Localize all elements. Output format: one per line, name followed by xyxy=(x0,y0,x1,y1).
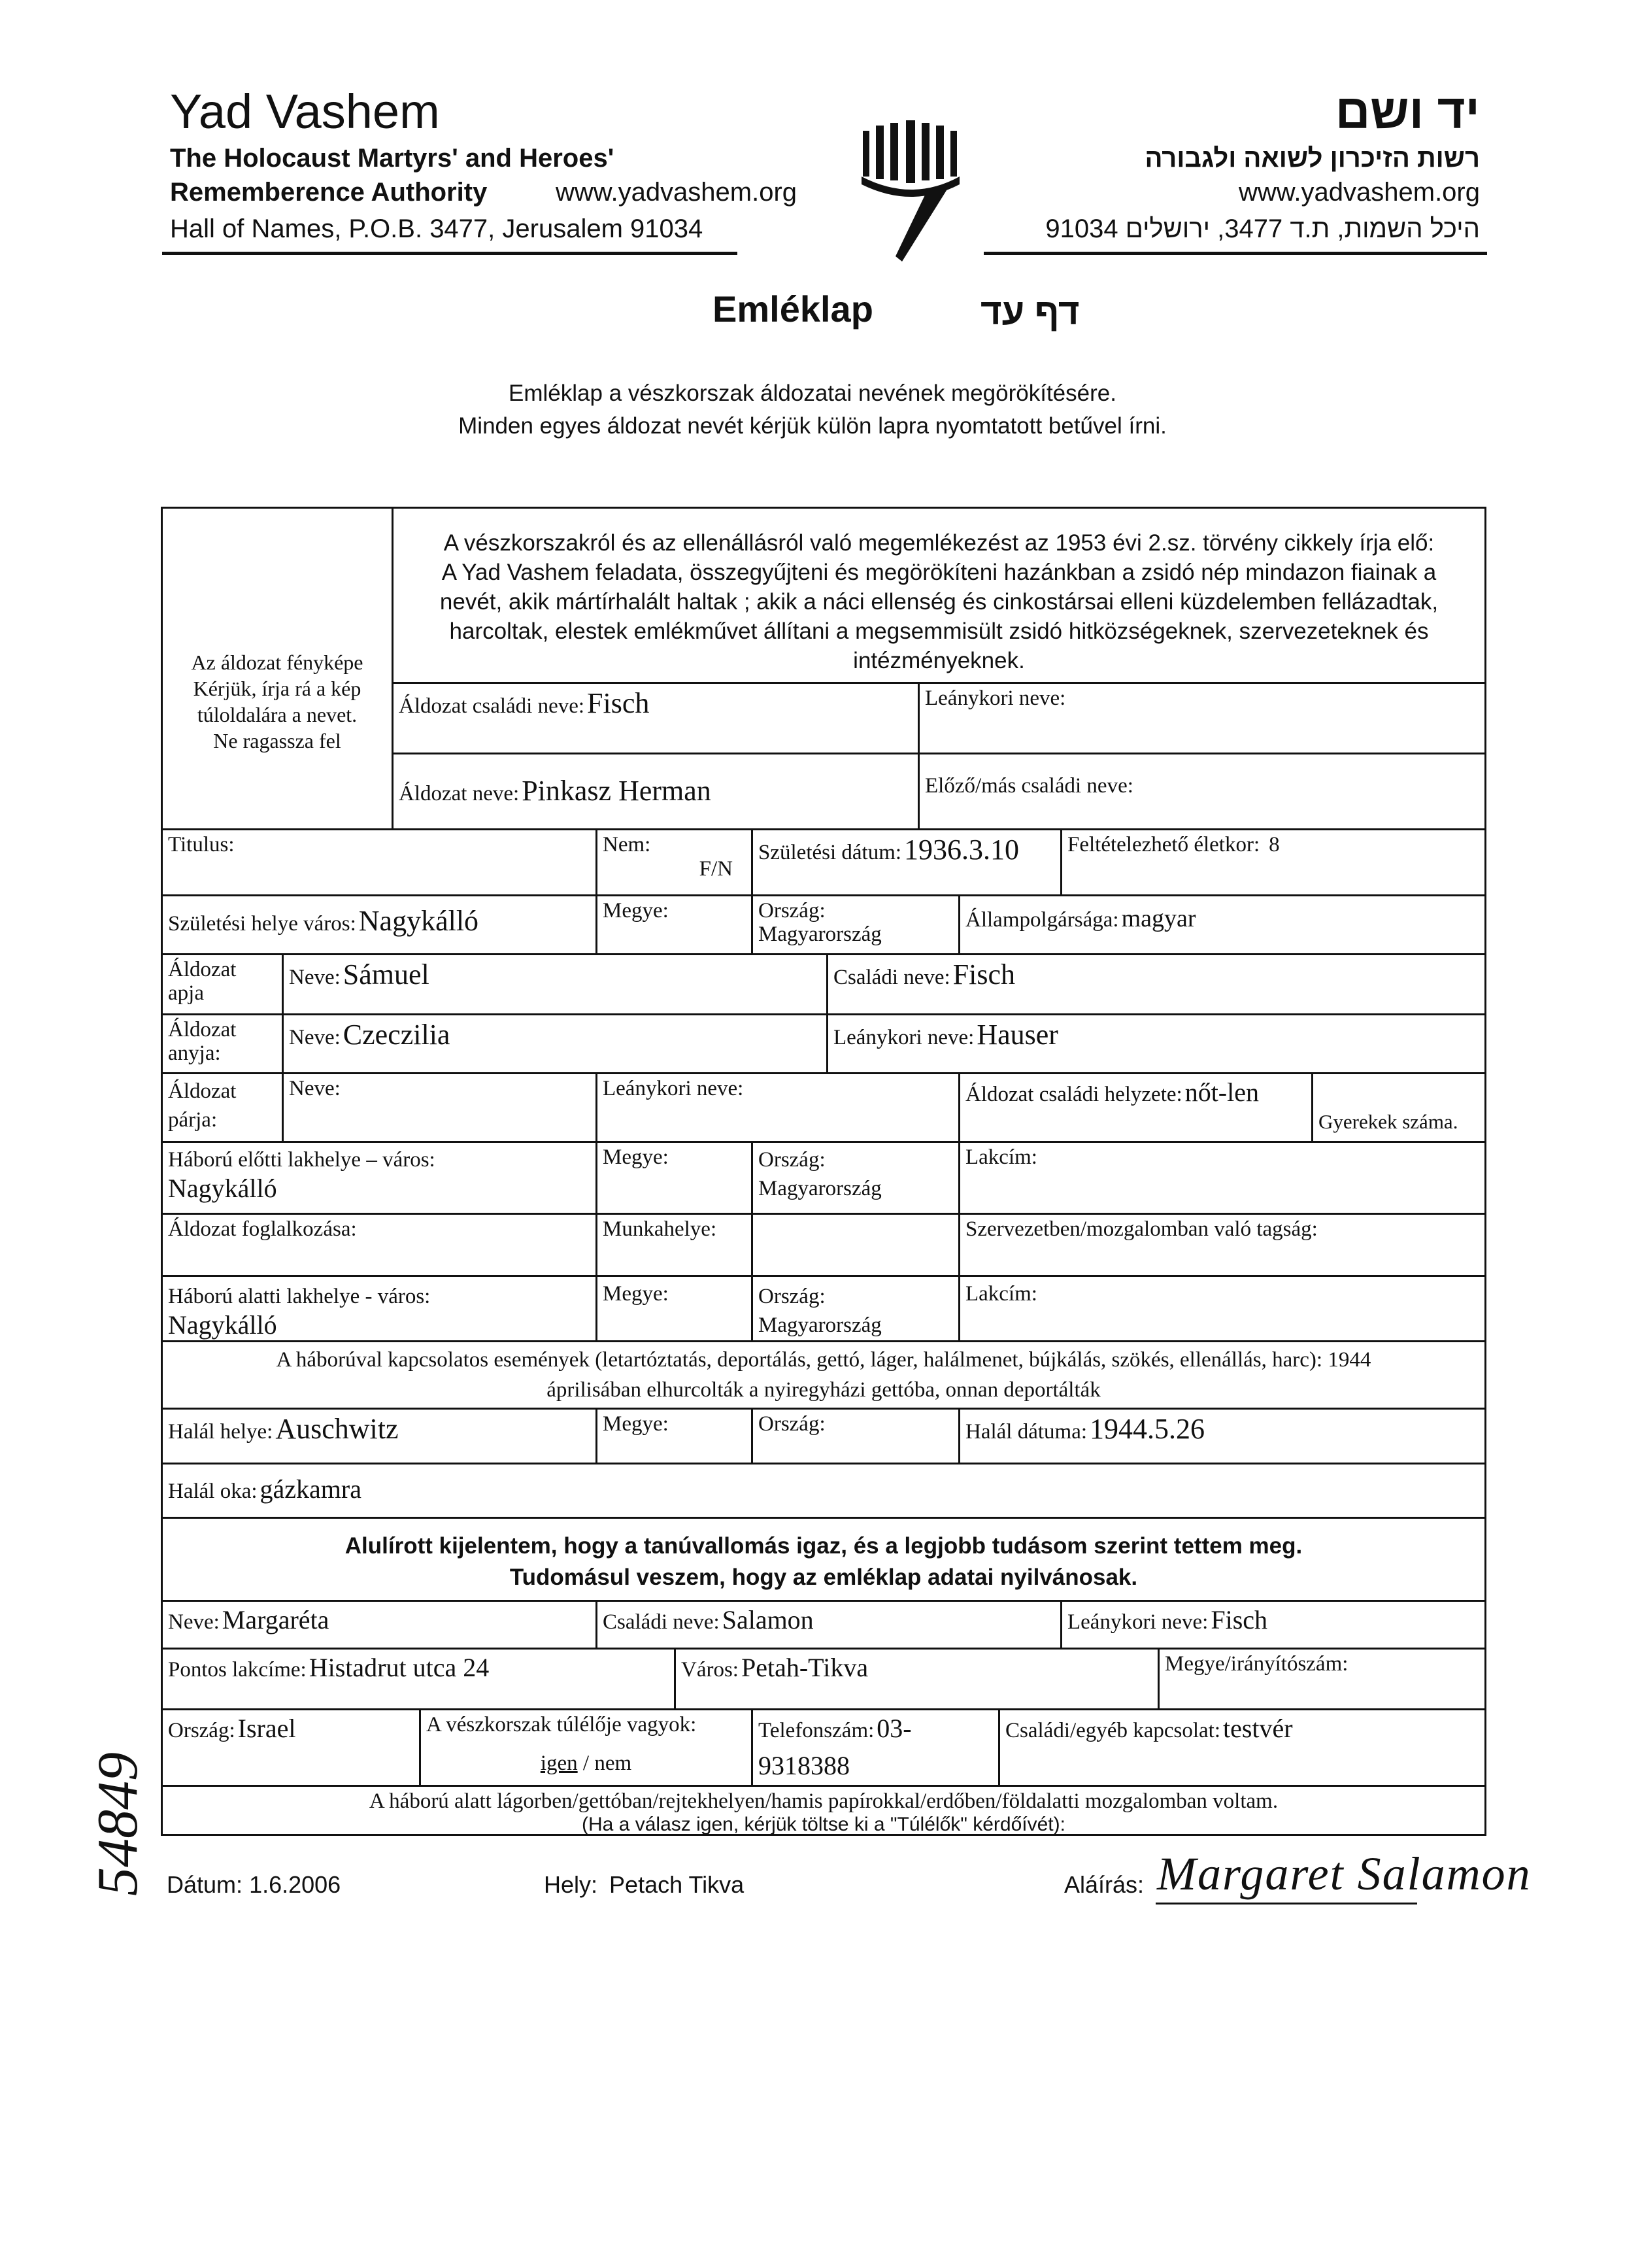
death-date-label: Halál dátuma: xyxy=(965,1420,1088,1444)
wartime-city: Nagykálló xyxy=(168,1310,277,1340)
birth-county-label: Megye: xyxy=(603,899,669,922)
submitter-zip-cell[interactable] xyxy=(1160,1650,1486,1710)
submitter-country-label: Ország: xyxy=(168,1719,235,1742)
father-label-cell xyxy=(163,955,284,1015)
intro-line-1: Emléklap a vészkorszak áldozatai nevének megörökítésére. xyxy=(509,381,1116,406)
birth-country-label: Ország: xyxy=(758,899,826,922)
membership-label: Szervezetben/mozgalomban való tagság: xyxy=(965,1217,1318,1241)
declaration-line-2: Tudomásul veszem, hogy az emléklap adatai nyilvánosak. xyxy=(509,1565,1138,1590)
prewar-address-label: Lakcím: xyxy=(965,1145,1037,1169)
margin-number: 54849 xyxy=(86,1752,150,1896)
mother-name-label: Neve: xyxy=(289,1026,341,1049)
law-text xyxy=(394,509,1486,684)
prewar-city-label: Háború előtti lakhelye – város: xyxy=(168,1148,435,1172)
survivor-label-text: A vészkorszak túlélője vagyok: xyxy=(426,1713,697,1736)
photo-box-line-2: Kérjük, írja rá a kép xyxy=(193,677,361,700)
law-line-2: A Yad Vashem feladata, összegyűjteni és megörökíteni hazánkban a zsidó nép mindazon fiainak a xyxy=(441,560,1437,585)
submitter-name-cell[interactable] xyxy=(163,1602,597,1650)
victim-name: Pinkasz Herman xyxy=(522,775,711,807)
citizenship-cell[interactable] xyxy=(960,896,1486,955)
survivor-label xyxy=(426,1713,746,1737)
father-family-cell[interactable] xyxy=(828,955,1486,1015)
signature-line xyxy=(1156,1903,1417,1904)
wartime-city-cell[interactable] xyxy=(163,1277,597,1342)
spouse-label-1: Áldozat xyxy=(168,1079,237,1103)
death-cause: gázkamra xyxy=(260,1474,361,1504)
marital-status: nőt-len xyxy=(1184,1077,1259,1107)
wartime-county-label: Megye: xyxy=(603,1282,669,1306)
hebrew-name: יד ושם xyxy=(1335,84,1480,139)
photo-box-line-4: Ne ragassza fel xyxy=(213,729,341,753)
submitter-address-cell[interactable] xyxy=(163,1650,676,1710)
survivor-note-cell xyxy=(163,1787,1486,1836)
death-place-cell[interactable] xyxy=(163,1410,597,1464)
law-line-5: intézményeknek. xyxy=(853,648,1025,673)
header-rule-right xyxy=(984,252,1487,255)
relation-cell[interactable] xyxy=(1000,1710,1486,1787)
marital-status-cell[interactable] xyxy=(960,1074,1313,1143)
mother-name: Czeczilia xyxy=(343,1019,450,1051)
submitter-zip-label: Megye/irányítószám: xyxy=(1165,1652,1349,1676)
footer-place xyxy=(544,1871,744,1899)
victim-prev-name-cell[interactable] xyxy=(920,754,1486,830)
law-line-1: A vészkorszakról és az ellenállásról való megemlékezést az 1953 évi 2.sz. törvény cikkely írja elő: xyxy=(443,530,1435,556)
victim-family-name-label: Áldozat családi neve: xyxy=(399,694,585,718)
death-cause-label: Halál oka: xyxy=(168,1480,258,1503)
photo-box-line-3: túloldalára a nevet. xyxy=(197,703,358,726)
mother-name-cell[interactable] xyxy=(284,1015,828,1074)
workplace-value-cell[interactable] xyxy=(753,1215,960,1277)
prewar-address-cell[interactable] xyxy=(960,1143,1486,1215)
workplace-label: Munkahelye: xyxy=(603,1217,717,1241)
submitter-maiden: Fisch xyxy=(1211,1605,1268,1634)
submitter-family: Salamon xyxy=(722,1605,814,1634)
age-cell[interactable] xyxy=(1062,830,1486,896)
mother-maiden: Hauser xyxy=(977,1019,1058,1051)
prewar-city-cell[interactable] xyxy=(163,1143,597,1215)
prewar-country-cell[interactable] xyxy=(753,1143,960,1215)
victim-name-label: Áldozat neve: xyxy=(399,782,520,805)
mother-maiden-cell[interactable] xyxy=(828,1015,1486,1074)
header-rule-left xyxy=(162,252,737,255)
occupation-label: Áldozat foglalkozása: xyxy=(168,1217,357,1241)
footer-place-label: Hely: xyxy=(544,1871,598,1898)
victim-family-name: Fisch xyxy=(587,687,650,719)
victim-prev-name-label: Előző/más családi neve: xyxy=(925,774,1133,798)
relation-label: Családi/egyéb kapcsolat: xyxy=(1005,1719,1220,1742)
birth-country-cell[interactable] xyxy=(753,896,960,955)
citizenship-label: Állampolgársága: xyxy=(965,908,1119,932)
phone-cell[interactable] xyxy=(753,1710,1000,1787)
submitter-city: Petah-Tikva xyxy=(741,1653,869,1682)
age-label: Feltételezhető életkor: xyxy=(1067,833,1260,856)
father-name: Sámuel xyxy=(343,958,429,990)
father-family: Fisch xyxy=(952,958,1016,990)
hebrew-address: היכל השמות, ת.ד 3477, ירושלים 91034 xyxy=(1045,214,1480,243)
gender-label: Nem: xyxy=(603,833,651,856)
intro-line-2: Minden egyes áldozat nevét kérjük külön lapra nyomtatott betűvel írni. xyxy=(458,413,1167,439)
phone-part-1: 03- xyxy=(877,1714,912,1743)
photo-box xyxy=(163,509,394,830)
org-website: www.yadvashem.org xyxy=(556,178,797,207)
birth-date: 1936.3.10 xyxy=(904,834,1020,866)
father-name-label: Neve: xyxy=(289,966,341,989)
footer-date-label: Dátum: xyxy=(167,1871,243,1898)
spouse-maiden-label: Leánykori neve: xyxy=(603,1077,744,1100)
mother-label-cell xyxy=(163,1015,284,1074)
gender-cell[interactable] xyxy=(597,830,753,896)
death-place-label: Halál helye: xyxy=(168,1420,273,1444)
workplace-cell[interactable] xyxy=(597,1215,753,1277)
victim-name-cell[interactable] xyxy=(394,754,920,830)
death-cause-cell[interactable] xyxy=(163,1464,1486,1519)
survivor-note-line-2: (Ha a válasz igen, kérjük töltse ki a "Túlélők" kérdőívét): xyxy=(582,1814,1065,1835)
membership-cell[interactable] xyxy=(960,1215,1486,1277)
org-line-1: The Holocaust Martyrs' and Heroes' xyxy=(170,144,614,173)
wartime-city-label: Háború alatti lakhelye - város: xyxy=(168,1285,431,1308)
submitter-family-cell[interactable] xyxy=(597,1602,1062,1650)
mother-maiden-label: Leánykori neve: xyxy=(833,1026,975,1049)
footer-signature-label: Aláírás: xyxy=(1064,1871,1145,1898)
death-place: Auschwitz xyxy=(275,1413,399,1445)
title-hebrew: דף עד xyxy=(980,291,1080,332)
father-label-2: apja xyxy=(168,981,204,1005)
spouse-name-label: Neve: xyxy=(289,1077,341,1100)
submitter-maiden-cell[interactable] xyxy=(1062,1602,1486,1650)
birth-country: Magyarország xyxy=(758,922,882,946)
signature: Margaret Salamon xyxy=(1157,1848,1532,1900)
survivor-note-line-1: A háború alatt lágorben/gettóban/rejtekhelyen/hamis papírokkal/erdőben/földalatti mozgalomban voltam. xyxy=(369,1789,1279,1813)
submitter-address: Histadrut utca 24 xyxy=(309,1653,490,1682)
death-date-cell[interactable] xyxy=(960,1410,1486,1464)
victim-maiden-name-cell[interactable] xyxy=(920,684,1486,754)
footer-date xyxy=(167,1871,341,1899)
events-line-1: A háborúval kapcsolatos események (letartóztatás, deportálás, gettó, láger, halálmenet, bújkálás, szökés, ellenállás, harc): 1944 xyxy=(276,1348,1371,1372)
declaration-line-1: Alulírott kijelentem, hogy a tanúvallomás igaz, és a legjobb tudásom szerint tettem meg. xyxy=(344,1533,1303,1559)
death-date: 1944.5.26 xyxy=(1090,1413,1205,1445)
relation: testvér xyxy=(1223,1714,1293,1743)
title-cell[interactable] xyxy=(163,830,597,896)
title-hungarian: Emléklap xyxy=(712,288,873,330)
birth-city: Nagykálló xyxy=(358,905,479,937)
org-line-2: Rememberence Authority xyxy=(170,178,488,207)
spouse-label-2: párja: xyxy=(168,1108,218,1132)
wartime-county-cell[interactable] xyxy=(597,1277,753,1342)
org-address: Hall of Names, P.O.B. 3477, Jerusalem 91034 xyxy=(170,214,703,243)
submitter-maiden-label: Leánykori neve: xyxy=(1067,1610,1209,1634)
footer-place-value: Petach Tikva xyxy=(609,1871,745,1898)
prewar-county-label: Megye: xyxy=(603,1145,669,1169)
father-family-label: Családi neve: xyxy=(833,966,950,989)
wartime-country-label: Ország: xyxy=(758,1285,826,1308)
marital-status-label: Áldozat családi helyzete: xyxy=(965,1083,1182,1106)
wartime-country: Magyarország xyxy=(758,1313,882,1337)
prewar-city: Nagykálló xyxy=(168,1174,277,1203)
spouse-label-cell xyxy=(163,1074,284,1143)
submitter-city-label: Város: xyxy=(681,1658,739,1682)
birth-date-cell[interactable] xyxy=(753,830,1062,896)
citizenship: magyar xyxy=(1121,905,1196,932)
prewar-county-cell[interactable] xyxy=(597,1143,753,1215)
victim-family-name-cell[interactable] xyxy=(394,684,920,754)
events-line-2: áprilisában elhurcolták a nyiregyházi gettóba, onnan deportálták xyxy=(546,1378,1101,1402)
form-frame xyxy=(161,507,1486,1836)
birth-city-cell[interactable] xyxy=(163,896,597,955)
law-line-4: harcoltak, elestek emlékművet állítani a megsemmisült zsidó hitközségeknek, szervezeteknek és xyxy=(449,618,1429,644)
photo-box-line-1: Az áldozat fényképe xyxy=(191,651,363,674)
birth-city-label: Születési helye város: xyxy=(168,912,356,936)
submitter-city-cell[interactable] xyxy=(676,1650,1160,1710)
mother-label-1: Áldozat xyxy=(168,1018,237,1041)
events-cell[interactable] xyxy=(163,1342,1486,1410)
submitter-family-label: Családi neve: xyxy=(603,1610,720,1634)
death-county-cell[interactable] xyxy=(597,1410,753,1464)
survivor-no[interactable]: nem xyxy=(594,1752,632,1775)
birth-county-cell[interactable] xyxy=(597,896,753,955)
death-country-cell[interactable] xyxy=(753,1410,960,1464)
org-name: Yad Vashem xyxy=(170,84,440,139)
spouse-name-cell[interactable] xyxy=(284,1074,597,1143)
survivor-cell[interactable] xyxy=(421,1710,753,1787)
father-label-1: Áldozat xyxy=(168,958,237,981)
survivor-separator: / xyxy=(582,1752,590,1775)
law-line-3: nevét, akik mártírhalált haltak ; akik a náci ellenség és cinkostársai elleni küzdelemben fellázadtak, xyxy=(439,589,1439,615)
victim-maiden-name-label: Leánykori neve: xyxy=(925,686,1066,710)
wartime-address-label: Lakcím: xyxy=(965,1282,1037,1306)
age: 8 xyxy=(1269,833,1280,856)
submitter-address-label: Pontos lakcíme: xyxy=(168,1658,307,1682)
survivor-yes[interactable]: igen xyxy=(540,1752,578,1775)
survivor-options[interactable] xyxy=(426,1752,746,1776)
phone-part-2: 9318388 xyxy=(758,1751,850,1780)
wartime-country-cell[interactable] xyxy=(753,1277,960,1342)
prewar-country-label: Ország: xyxy=(758,1148,826,1172)
menorah-logo xyxy=(850,111,974,268)
children-count-cell[interactable] xyxy=(1313,1074,1486,1143)
phone-label: Telefonszám: xyxy=(758,1719,875,1742)
submitter-name-label: Neve: xyxy=(168,1610,220,1634)
father-name-cell[interactable] xyxy=(284,955,828,1015)
death-county-label: Megye: xyxy=(603,1412,669,1436)
death-country-label: Ország: xyxy=(758,1412,826,1436)
gender-options: F/N xyxy=(699,857,733,881)
declaration-cell xyxy=(163,1519,1486,1602)
wartime-address-cell[interactable] xyxy=(960,1277,1486,1342)
hebrew-website: www.yadvashem.org xyxy=(1238,178,1480,207)
submitter-country: Israel xyxy=(237,1714,296,1743)
children-count-label: Gyerekek száma. xyxy=(1318,1110,1458,1133)
mother-label-2: anyja: xyxy=(168,1041,221,1065)
spouse-maiden-cell[interactable] xyxy=(597,1074,960,1143)
hebrew-line-1: רשות הזיכרון לשואה ולגבורה xyxy=(1145,144,1480,173)
title-label: Titulus: xyxy=(168,833,235,856)
submitter-name: Margaréta xyxy=(222,1605,329,1634)
occupation-cell[interactable] xyxy=(163,1215,597,1277)
prewar-country: Magyarország xyxy=(758,1177,882,1200)
submitter-country-cell[interactable] xyxy=(163,1710,421,1787)
birth-date-label: Születési dátum: xyxy=(758,841,902,864)
footer-date-value: 1.6.2006 xyxy=(249,1871,341,1898)
